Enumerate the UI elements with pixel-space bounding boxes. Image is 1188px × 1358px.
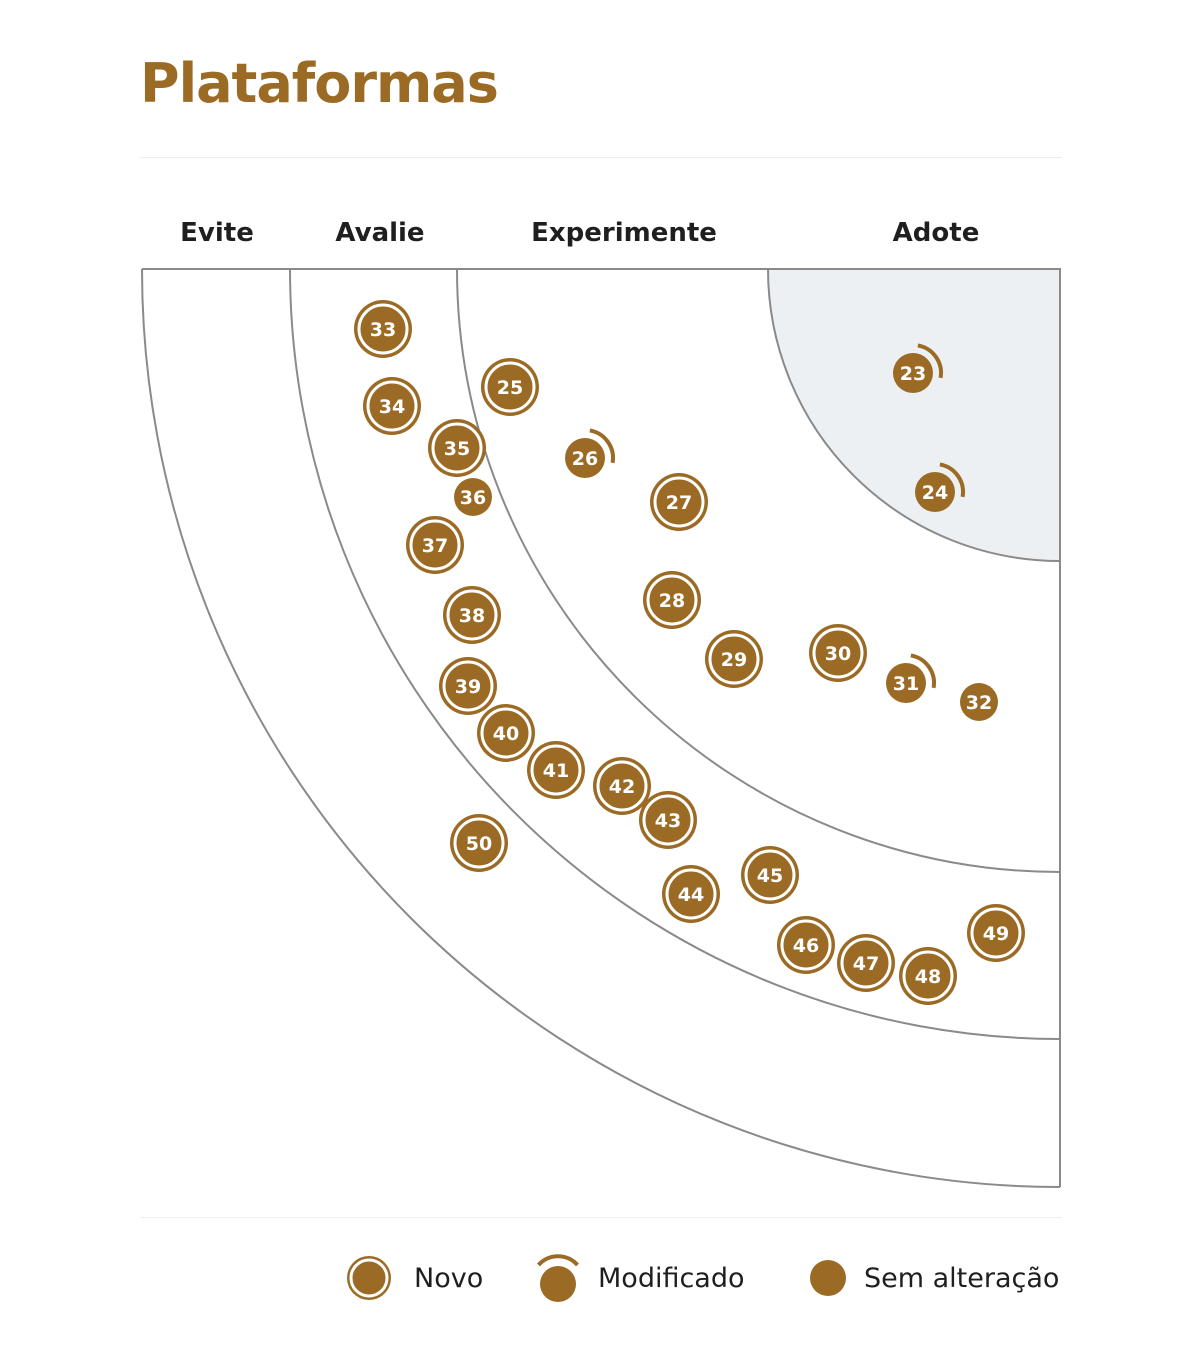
blip-30[interactable]	[809, 624, 867, 682]
blip-38[interactable]	[443, 586, 501, 644]
blip-number: 48	[914, 966, 942, 988]
blip-28[interactable]	[643, 571, 701, 629]
blip-31[interactable]	[886, 655, 934, 703]
blip-number: 27	[665, 492, 693, 514]
blip-number: 38	[458, 605, 486, 627]
blip-number: 31	[892, 673, 920, 695]
blip-number: 32	[965, 692, 993, 714]
blip-number: 43	[654, 810, 682, 832]
blip-46[interactable]	[777, 916, 835, 974]
blip-number: 34	[378, 396, 406, 418]
blip-number: 41	[542, 760, 570, 782]
blip-27[interactable]	[650, 473, 708, 531]
ring-label-hold: Evite	[180, 218, 254, 248]
blip-49[interactable]	[967, 904, 1025, 962]
legend-label-unchanged: Sem alteração	[864, 1262, 1060, 1294]
blip-number: 25	[496, 377, 524, 399]
page-title: Plataformas	[140, 52, 498, 115]
blip-32[interactable]	[960, 683, 998, 721]
blip-44[interactable]	[662, 865, 720, 923]
modified-blip-icon	[532, 1250, 584, 1306]
legend-label-modified: Modificado	[598, 1262, 745, 1294]
blip-41[interactable]	[527, 741, 585, 799]
blip-number: 45	[756, 865, 784, 887]
blip-26[interactable]	[565, 430, 613, 478]
ring-arcs	[142, 269, 1060, 1187]
blip-number: 24	[921, 482, 949, 504]
blip-number: 36	[459, 487, 487, 509]
blip-number: 40	[492, 723, 520, 745]
blip-number: 30	[824, 643, 852, 665]
blip-number: 35	[443, 438, 471, 460]
ring-label-trial: Experimente	[531, 218, 717, 248]
blip-42[interactable]	[593, 757, 651, 815]
blip-number: 50	[465, 833, 493, 855]
blip-25[interactable]	[481, 358, 539, 416]
blip-number: 33	[369, 319, 397, 341]
blip-36[interactable]	[454, 478, 492, 516]
blip-number: 28	[658, 590, 686, 612]
adopt-ring-area	[768, 269, 1060, 561]
bottom-divider	[140, 1217, 1062, 1218]
unchanged-blip-icon	[806, 1250, 850, 1306]
legend-item-unchanged	[806, 1250, 1059, 1306]
blip-50[interactable]	[450, 814, 508, 872]
blip-34[interactable]	[363, 377, 421, 435]
legend-item-modified	[532, 1250, 745, 1306]
new-blip-icon	[340, 1250, 400, 1306]
blip-number: 37	[421, 535, 449, 557]
ring-label-assess: Avalie	[335, 218, 425, 248]
blip-number: 26	[571, 448, 599, 470]
blip-37[interactable]	[406, 516, 464, 574]
blip-number: 29	[720, 649, 748, 671]
blip-number: 44	[677, 884, 705, 906]
blip-33[interactable]	[354, 300, 412, 358]
blip-48[interactable]	[899, 947, 957, 1005]
blip-45[interactable]	[741, 846, 799, 904]
blip-39[interactable]	[439, 657, 497, 715]
blip-number: 42	[608, 776, 636, 798]
legend-label-new: Novo	[414, 1262, 484, 1294]
blip-29[interactable]	[705, 630, 763, 688]
blip-number: 47	[852, 953, 880, 975]
blip-number: 49	[982, 923, 1010, 945]
blip-number: 39	[454, 676, 482, 698]
blip-number: 23	[899, 363, 927, 385]
blip-number: 46	[792, 935, 820, 957]
blip-35[interactable]	[428, 419, 486, 477]
ring-label-adopt: Adote	[892, 218, 980, 248]
blip-40[interactable]	[477, 704, 535, 762]
blip-47[interactable]	[837, 934, 895, 992]
legend-item-new	[340, 1250, 483, 1306]
blip-43[interactable]	[639, 791, 697, 849]
